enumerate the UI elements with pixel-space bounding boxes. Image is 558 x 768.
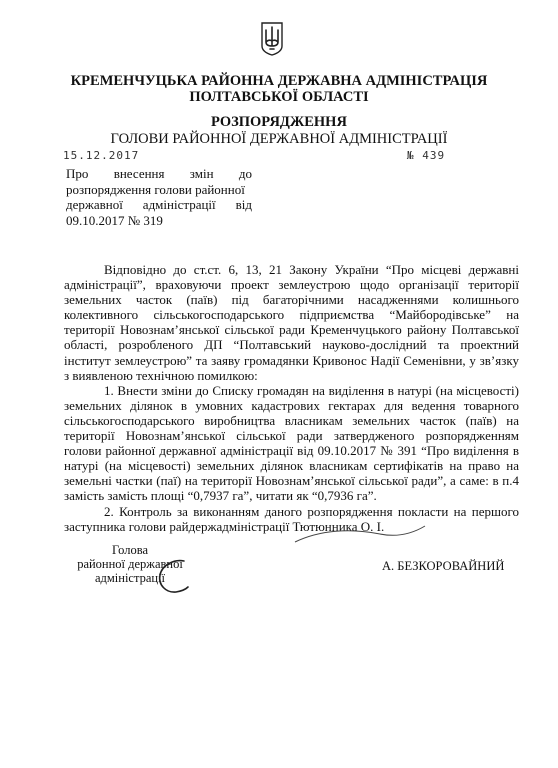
signatory-title-line3: адміністрації — [94, 571, 166, 585]
subject-line-2: розпорядження голови районної — [66, 181, 245, 197]
subject-line-1 — [66, 166, 252, 182]
document-date: 15.12.2017 — [63, 149, 140, 162]
coat-of-arms — [261, 22, 283, 56]
signatory-name: А. БЕЗКОРОВАЙНИЙ — [382, 559, 505, 573]
authority-name-line2: ПОЛТАВСЬКОЇ ОБЛАСТІ — [189, 89, 369, 105]
number-label: № — [407, 149, 415, 162]
subject-block — [66, 166, 252, 228]
trident-coat-of-arms-icon — [261, 22, 283, 56]
subject-line-4: 09.10.2017 № 319 — [66, 212, 163, 228]
preamble-paragraph: Відповідно до ст.ст. 6, 13, 21 Закону України “Про місцеві державні адміністрації”, враховуючи проект землеустрою щодо організації території земельних часток (паїв) під багаторічними насадженнями колишнього колективного сільськогосподарського підприємства “Майбородівське” на території Новознам’янської сільської ради Кременчуцького району Полтавської області, розробленого ДП “Полтавський науково-дослідний та проектний інститут землеустрою” та заяву громадянки Кривонос Надії Семенівни, у зв’язку з виявленою технічною помилкою: — [64, 262, 519, 383]
subject-word: Про — [66, 166, 89, 181]
document-body — [64, 262, 519, 534]
signatory-title-line1: Голова — [112, 543, 148, 557]
handwritten-signature — [152, 555, 192, 597]
handwritten-mark — [290, 522, 430, 552]
subject-word: адміністрації — [142, 197, 216, 212]
number-value: 439 — [422, 149, 446, 162]
order-item-1: 1. Внести зміни до Списку громадян на виділення в натурі (на місцевості) земельних ділянок в умовних кадастрових гектарах для ведення товарного сільськогосподарського виробництва власникам земельних часток (паїв) на території Новознам’янської сільської ради затвердженого розпорядженням голови районної державної адміністрації від 09.10.2017 № 391 “Про виділення в натурі (на місцевості) земельних ділянок власникам сертифікатів на право на земельні частки (паї) на території Новознам’янської сільської ради”, а саме: в п.4 замість замість площі “0,7937 га”, читати як “0,7936 га”. — [64, 382, 519, 504]
subject-word: від — [235, 197, 252, 212]
subject-word: державної — [66, 197, 123, 212]
authority-name-line1: КРЕМЕНЧУЦЬКА РАЙОННА ДЕРЖАВНА АДМІНІСТРАЦІЯ — [70, 73, 488, 89]
document-number — [407, 149, 445, 162]
subject-word: змін — [189, 166, 214, 181]
signatory-title-line2: районної державної — [77, 557, 183, 571]
subject-line-3 — [66, 197, 252, 213]
document-type: РОЗПОРЯДЖЕННЯ — [211, 114, 347, 130]
subject-word: до — [238, 166, 252, 181]
subject-word: внесення — [113, 166, 165, 181]
document-issuer: ГОЛОВИ РАЙОННОЇ ДЕРЖАВНОЇ АДМІНІСТРАЦІЇ — [110, 131, 448, 147]
order-item-2: 2. Контроль за виконанням даного розпорядження покласти на першого заступника голови райдержадміністрації Тютюнника О. І. — [64, 503, 519, 534]
